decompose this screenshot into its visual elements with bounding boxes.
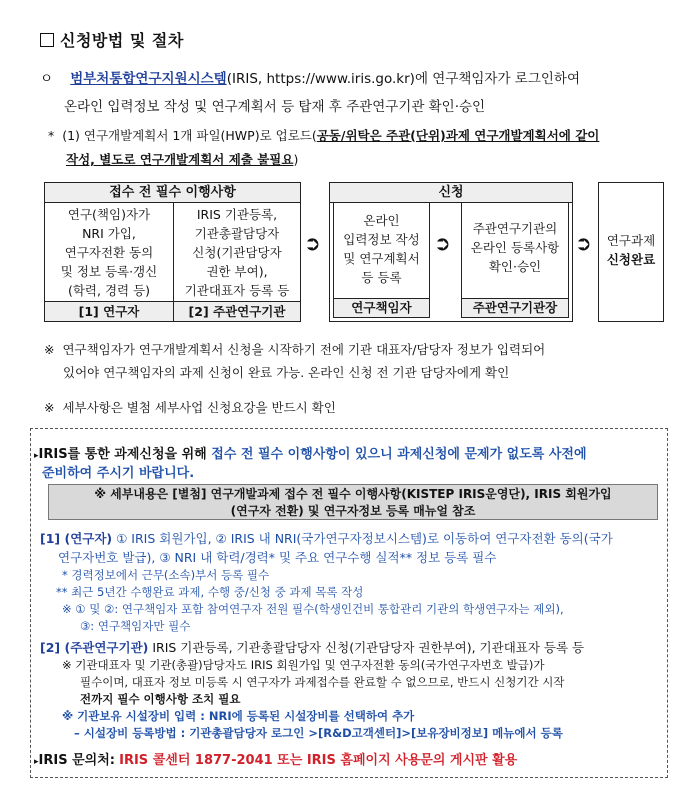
note-1-line-1 xyxy=(48,126,599,144)
note-2-line-2: 있어야 연구책임자의 과제 신청이 완료 가능. 온라인 신청 전 기관 담당자에게 확인 xyxy=(63,365,510,380)
note-1-bold: 공동/위탁은 주관(단위)과제 연구개발계획서에 같이 xyxy=(316,128,600,143)
note-3-marker: ※ xyxy=(44,400,55,415)
gray-line-1: ※ 세부내용은 [별첨] 연구개발과제 접수 전 필수 이행사항(KISTEP IRIS운영단), IRIS 회원가입 xyxy=(94,487,612,501)
section-title-text: 신청방법 및 절차 xyxy=(60,31,184,50)
researcher-sub-2: ** 최근 5년간 수행완료 과제, 수행 중/신청 중 과제 목록 작성 xyxy=(56,585,364,599)
call-center-link[interactable]: IRIS 콜센터 1877-2041 또는 IRIS 홈페이지 사용문의 게시판 활용 xyxy=(119,753,518,768)
note-1-bold-2: 작성, 별도로 연구개발계획서 제출 불필요 xyxy=(66,152,294,167)
researcher-req-line-2: 연구자번호 발급), ③ NRI 내 학력/경력* 및 주요 연구수행 실적** 정보 등록 필수 xyxy=(58,550,497,565)
institution-note-2: 필수이며, 대표자 정보 미등록 시 연구자가 과제접수를 완료할 수 없으므로, 반드시 신청기간 시작 xyxy=(80,675,565,689)
note-1-text: (1) 연구개발계획서 1개 파일(HWP)로 업로드( xyxy=(62,128,317,143)
researcher-sub-3: ※ ① 및 ②: 연구책임자 포함 참여연구자 전원 필수(학생인건비 통합관리 기관의 학생연구자는 제외), xyxy=(62,602,564,616)
researcher-req-line-1: [1] (연구자) ① IRIS 회원가입, ② IRIS 내 NRI(국가연구자정보시스템)로 이동하여 연구자전환 동의(국가 xyxy=(40,531,613,546)
complete-text: 연구과제 신청완료 xyxy=(606,233,656,267)
institution-footer: [2] 주관연구기관 xyxy=(174,301,300,321)
note-2-line-1 xyxy=(44,340,545,358)
approval-steps: 주관연구기관의 온라인 등록사항 확인·승인 xyxy=(470,221,560,274)
institution-steps: IRIS 기관등록, 기관총괄담당자 신청(기관담당자 권한 부여), 기관대표자 등록 등 xyxy=(184,207,290,298)
pre-requirements-box xyxy=(44,182,301,322)
checkbox-square-icon xyxy=(40,33,54,47)
head-footer: 주관연구기관장 xyxy=(462,298,568,317)
note-1-marker: * xyxy=(48,128,55,143)
note-3-text: 세부사항은 별첨 세부사업 신청요강을 반드시 확인 xyxy=(62,400,336,415)
researcher-footer: [1] 연구자 xyxy=(45,301,173,321)
gray-line-2: (연구자 전환) 및 연구자정보 등록 매뉴얼 참조 xyxy=(230,504,476,518)
info-intro-2: 준비하여 주시기 바랍니다. xyxy=(42,466,195,481)
note-1-line-2 xyxy=(66,150,298,168)
equipment-note-1: ※ 기관보유 시설장비 입력 : NRI에 등록된 시설장비를 선택하여 추가 xyxy=(62,709,415,723)
researcher-sub-1: * 경력정보에서 근무(소속)부서 등록 필수 xyxy=(62,568,270,582)
pi-footer: 연구책임자 xyxy=(334,298,429,317)
researcher-steps: 연구(책임)자가 NRI 가입, 연구자전환 동의 및 정보 등록·갱신 (학력, 경력 등) xyxy=(60,207,158,298)
arrow-icon: ➲ xyxy=(575,231,592,255)
bullet-marker: ㅇ xyxy=(40,71,54,87)
researcher-sub-4: ③: 연구책임자만 필수 xyxy=(80,619,191,633)
triangle-bullet-icon: ▸ xyxy=(34,757,39,767)
approval-box xyxy=(461,202,569,318)
complete-box xyxy=(598,182,664,322)
section-title xyxy=(40,28,184,51)
system-name-link[interactable]: 범부처통합연구지원시스템 xyxy=(70,71,227,87)
online-entry-steps: 온라인 입력정보 작성 및 연구계획서 등 등록 xyxy=(343,213,420,285)
triangle-bullet-icon: ▸ xyxy=(34,451,39,461)
bullet-1-line-2: 온라인 입력정보 작성 및 연구계획서 등 탑재 후 주관연구기관 확인·승인 xyxy=(64,99,486,115)
info-intro: ▸IRIS를 통한 과제신청을 위해 접수 전 필수 이행사항이 있으니 과제신청에 문제가 없도록 사전에 xyxy=(34,447,587,462)
note-2-text: 연구책임자가 연구개발계획서 신청을 시작하기 전에 기관 대표자/담당자 정보가 입력되어 xyxy=(62,342,546,357)
arrow-icon: ➲ xyxy=(304,231,321,255)
contact-line: ▸IRIS 문의처: IRIS 콜센터 1877-2041 또는 IRIS 홈페이지 사용문의 게시판 활용 xyxy=(34,753,518,768)
arrow-icon: ➲ xyxy=(434,231,451,255)
equipment-note-2: – 시설장비 등록방법 : 기관총괄담당자 로그인 >[R&D고객센터]>[보유장비정보] 메뉴에서 등록 xyxy=(74,726,563,740)
institution-note-1: ※ 기관대표자 및 기관(총괄)담당자도 IRIS 회원가입 및 연구자전환 동의(국가연구자번호 발급)가 xyxy=(62,658,545,672)
note-2-marker: ※ xyxy=(44,342,55,357)
gray-reference-box xyxy=(48,484,658,520)
pre-requirements-header: 접수 전 필수 이행사항 xyxy=(45,183,300,203)
note-3 xyxy=(44,398,336,416)
institution-req-line-1: [2] (주관연구기관) IRIS 기관등록, 기관총괄담당자 신청(기관담당자 권한부여), 기관대표자 등록 등 xyxy=(40,640,585,655)
bullet-1-line-1 xyxy=(40,67,580,87)
institution-note-3: 전까지 필수 이행사항 조치 필요 xyxy=(80,692,241,706)
note-1-end: ) xyxy=(293,152,299,167)
apply-header: 신청 xyxy=(330,183,572,203)
online-entry-box xyxy=(333,202,430,318)
bullet-1-rest: (IRIS, https://www.iris.go.kr)에 연구책임자가 로그인하여 xyxy=(226,71,581,87)
